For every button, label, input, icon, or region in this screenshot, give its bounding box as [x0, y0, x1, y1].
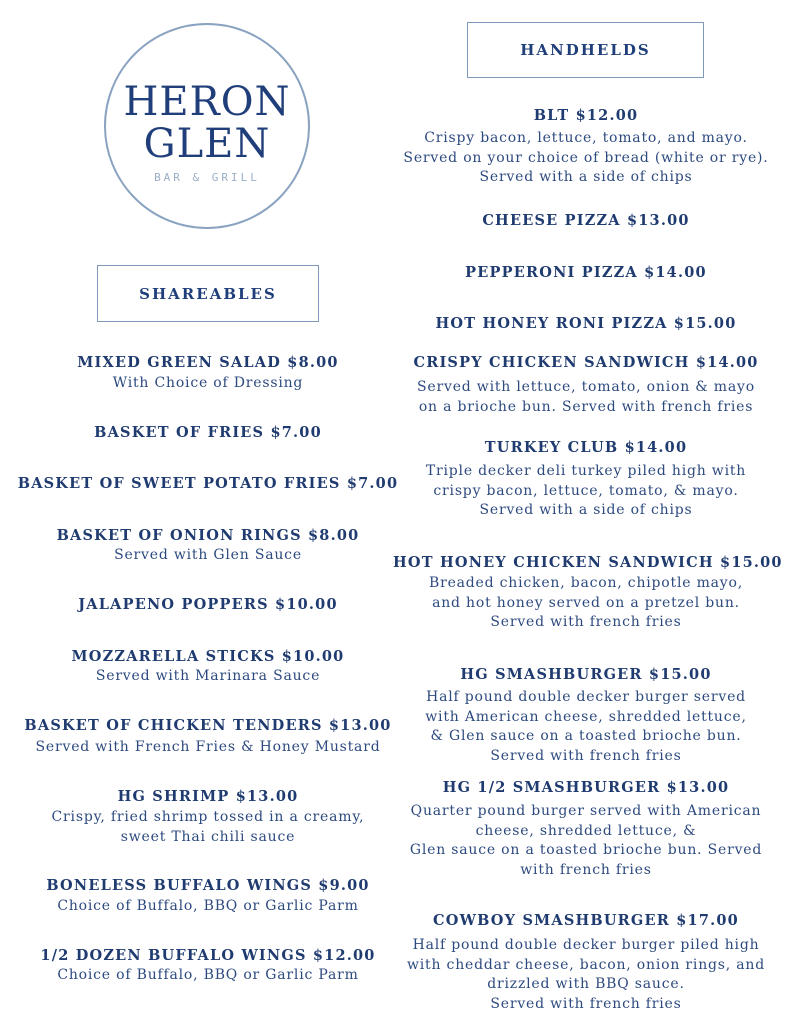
menu-item-desc: Breaded chicken, bacon, chipotle mayo, and hot honey served on a pretzel bun. Served with french fries: [428, 575, 743, 630]
menu-item-title: HG SMASHBURGER $15.00: [460, 666, 712, 683]
menu-item-desc: Half pound double decker burger served with American cheese, shredded lettuce, & Glen sauce on a toasted brioche bun. Served with french fries: [425, 689, 747, 764]
menu-item-title: CHEESE PIZZA $13.00: [482, 212, 690, 229]
menu-item-title: BASKET OF CHICKEN TENDERS $13.00: [24, 717, 392, 734]
menu-item-desc: Served with Marinara Sauce: [95, 668, 321, 684]
menu-item-title: BLT $12.00: [533, 107, 639, 124]
shareables-heading: SHAREABLES: [97, 265, 319, 322]
menu-item-title: PEPPERONI PIZZA $14.00: [465, 264, 707, 281]
menu-item-desc: Crispy, fried shrimp tossed in a creamy, sweet Thai chili sauce: [51, 809, 365, 845]
menu-item-desc: Served with French Fries & Honey Mustard: [35, 739, 381, 755]
menu-item-desc: Crispy bacon, lettuce, tomato, and mayo. Served on your choice of bread (white or rye). Served with a side of chips: [403, 130, 769, 185]
logo: [104, 23, 310, 229]
menu-item-desc: Served with Glen Sauce: [114, 547, 302, 563]
menu-item-title: TURKEY CLUB $14.00: [484, 439, 688, 456]
menu-item-title: JALAPENO POPPERS $10.00: [78, 596, 338, 613]
menu-item-title: MOZZARELLA STICKS $10.00: [71, 648, 345, 665]
menu-item-desc: Choice of Buffalo, BBQ or Garlic Parm: [57, 967, 359, 983]
menu-item-desc: Served with lettuce, tomato, onion & mayo on a brioche bun. Served with french fries: [417, 379, 755, 415]
menu-item-title: BASKET OF FRIES $7.00: [94, 424, 322, 441]
menu-item-desc: Choice of Buffalo, BBQ or Garlic Parm: [57, 898, 359, 914]
logo-tagline: BAR & GRILL: [154, 171, 260, 184]
menu-item-desc: Triple decker deli turkey piled high with crispy bacon, lettuce, tomato, & mayo. Served with a side of chips: [425, 463, 747, 518]
logo-line-1: HERON: [123, 79, 291, 125]
menu-item-title: BASKET OF SWEET POTATO FRIES $7.00: [17, 475, 399, 492]
menu-item-title: BONELESS BUFFALO WINGS $9.00: [46, 877, 370, 894]
menu-item-desc: Half pound double decker burger piled high with cheddar cheese, bacon, onion rings, and drizzled with BBQ sauce. Served with french fries: [407, 937, 765, 1012]
menu-item-title: 1/2 DOZEN BUFFALO WINGS $12.00: [40, 947, 376, 964]
menu-item-title: MIXED GREEN SALAD $8.00: [77, 354, 339, 371]
menu-item-desc: With Choice of Dressing: [112, 375, 304, 391]
menu-item-title: CRISPY CHICKEN SANDWICH $14.00: [413, 354, 759, 371]
menu-item-title: HOT HONEY CHICKEN SANDWICH $15.00: [393, 554, 783, 571]
menu-item-desc: Quarter pound burger served with American cheese, shredded lettuce, & Glen sauce on a toasted brioche bun. Served with french fries: [409, 803, 763, 878]
menu-item-title: BASKET OF ONION RINGS $8.00: [56, 527, 360, 544]
menu-item-title: COWBOY SMASHBURGER $17.00: [433, 912, 739, 929]
menu-item-title: HOT HONEY RONI PIZZA $15.00: [435, 315, 737, 332]
menu-item-title: HG SHRIMP $13.00: [117, 788, 299, 805]
handhelds-heading: HANDHELDS: [467, 22, 704, 78]
logo-line-2: GLEN: [143, 121, 271, 167]
menu-item-title: HG 1/2 SMASHBURGER $13.00: [442, 779, 730, 796]
